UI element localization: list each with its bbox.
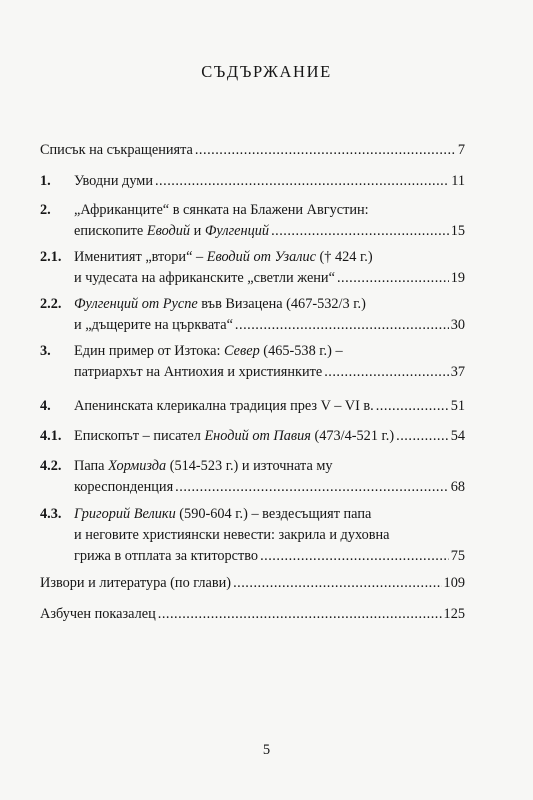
toc-entry-text: Азбучен показалец: [40, 606, 156, 622]
toc-entry-text: [74, 426, 394, 447]
text-part-italic: Енодий от Павия: [204, 428, 311, 444]
toc-entry-number: 2.2.: [40, 296, 62, 312]
toc-title: СЪДЪРЖАНИЕ: [201, 62, 332, 81]
toc-entry-4-1[interactable]: [40, 426, 465, 447]
toc-page-number: 54: [450, 428, 465, 444]
toc-entry-number: 2.: [40, 202, 51, 218]
text-part: Папа: [74, 458, 109, 474]
toc-entry-text-line2: и „дъщерите на църквата“: [74, 317, 233, 333]
toc-page-number: 15: [450, 223, 465, 239]
toc-entry-index[interactable]: [40, 604, 465, 625]
toc-entry-text-line1: [74, 341, 343, 362]
toc-entry-1[interactable]: [40, 171, 465, 192]
dot-leader: [233, 573, 441, 594]
toc-entry-text-line1: [74, 294, 366, 315]
toc-entry-text: Апенинската клерикална традиция през V – VI в.: [74, 398, 374, 414]
text-part: и: [190, 223, 205, 239]
toc-entry-text: Списък на съкращенията: [40, 142, 193, 158]
dot-leader: [376, 396, 449, 417]
dot-leader: [324, 362, 449, 383]
toc-entry-text: Уводни думи: [74, 173, 153, 189]
toc-entry-abbreviations[interactable]: [40, 140, 465, 161]
text-part: (465-538 г.) –: [259, 343, 343, 359]
toc-entry-number: 4.1.: [40, 428, 62, 444]
toc-entry-3[interactable]: [40, 341, 465, 383]
text-part: (514-523 г.) и източната му: [166, 458, 333, 474]
text-part-italic: Фулгенций: [204, 223, 270, 239]
toc-entry-number: 1.: [40, 173, 51, 189]
toc-page-number: 30: [450, 317, 465, 333]
toc-entry-text-line2: и неговите християнски невести: закрила и духовна: [74, 527, 390, 543]
dot-leader: [195, 140, 456, 161]
toc-page-number: 11: [451, 173, 465, 189]
toc-entry-number: 2.1.: [40, 249, 62, 265]
toc-page-number: 109: [443, 575, 465, 591]
toc-entry-4[interactable]: [40, 396, 465, 417]
toc-entry-text-line2: и чудесата на африканските „светли жени“: [74, 270, 335, 286]
dot-leader: [337, 268, 449, 289]
toc-entry-number: 3.: [40, 343, 51, 359]
dot-leader: [175, 477, 449, 498]
toc-entry-text-line3: грижа в отплата за ктиторство: [74, 548, 259, 564]
text-part: Именитият „втори“ –: [74, 249, 207, 265]
toc-entry-4-2[interactable]: [40, 456, 465, 498]
dot-leader: [158, 604, 442, 625]
toc-entry-2-2[interactable]: [40, 294, 465, 336]
text-part-italic: Григорий Велики: [74, 506, 176, 522]
toc-entry-text-line2: патриархът на Антиохия и християнките: [74, 364, 323, 380]
toc-entry-text-line1: [74, 504, 371, 525]
text-part: Епископът – писател: [74, 428, 205, 444]
toc-entry-text-line2: [74, 221, 269, 242]
text-part: (473/4-521 г.): [310, 428, 395, 444]
text-part-italic: Еводий: [146, 223, 191, 239]
dot-leader: [396, 426, 449, 447]
text-part-italic: Фулгенций от Руспе: [74, 296, 198, 312]
toc-page-number: 125: [443, 606, 465, 622]
toc-entry-text-line1: [74, 456, 333, 477]
dot-leader: [235, 315, 449, 336]
toc-page-number: 51: [450, 398, 465, 414]
toc-entry-4-3[interactable]: [40, 504, 465, 567]
toc-entry-text-line1: [74, 247, 373, 268]
text-part: (590-604 г.) – вездесъщият папа: [175, 506, 372, 522]
toc-page-number: 68: [450, 479, 465, 495]
dot-leader: [271, 221, 449, 242]
text-part: Един пример от Изтока:: [74, 343, 225, 359]
toc-entry-text-line1: „Африканците“ в сянката на Блажени Августин:: [74, 202, 369, 218]
page-number: 5: [262, 742, 271, 758]
text-part: във Визацена (467-532/3 г.): [197, 296, 366, 312]
toc-page-number: 75: [450, 548, 465, 564]
toc-entry-2-1[interactable]: [40, 247, 465, 289]
toc-entry-number: 4.: [40, 398, 51, 414]
text-part: епископите: [74, 223, 147, 239]
toc-page-number: 37: [450, 364, 465, 380]
toc-entry-number: 4.3.: [40, 506, 62, 522]
toc-page-number: 19: [450, 270, 465, 286]
dot-leader: [260, 546, 449, 567]
toc-entry-sources[interactable]: [40, 573, 465, 594]
text-part-italic: Еводий от Узалис: [206, 249, 316, 265]
toc-entry-text: Извори и литература (по глави): [40, 575, 232, 591]
dot-leader: [155, 171, 449, 192]
text-part-italic: Хормизда: [108, 458, 167, 474]
toc-page-number: 7: [457, 142, 465, 158]
toc-entry-2[interactable]: [40, 200, 465, 242]
toc-entry-number: 4.2.: [40, 458, 62, 474]
text-part-italic: Север: [224, 343, 260, 359]
toc-entry-text-line2: кореспонденция: [74, 479, 174, 495]
text-part: († 424 г.): [315, 249, 373, 265]
